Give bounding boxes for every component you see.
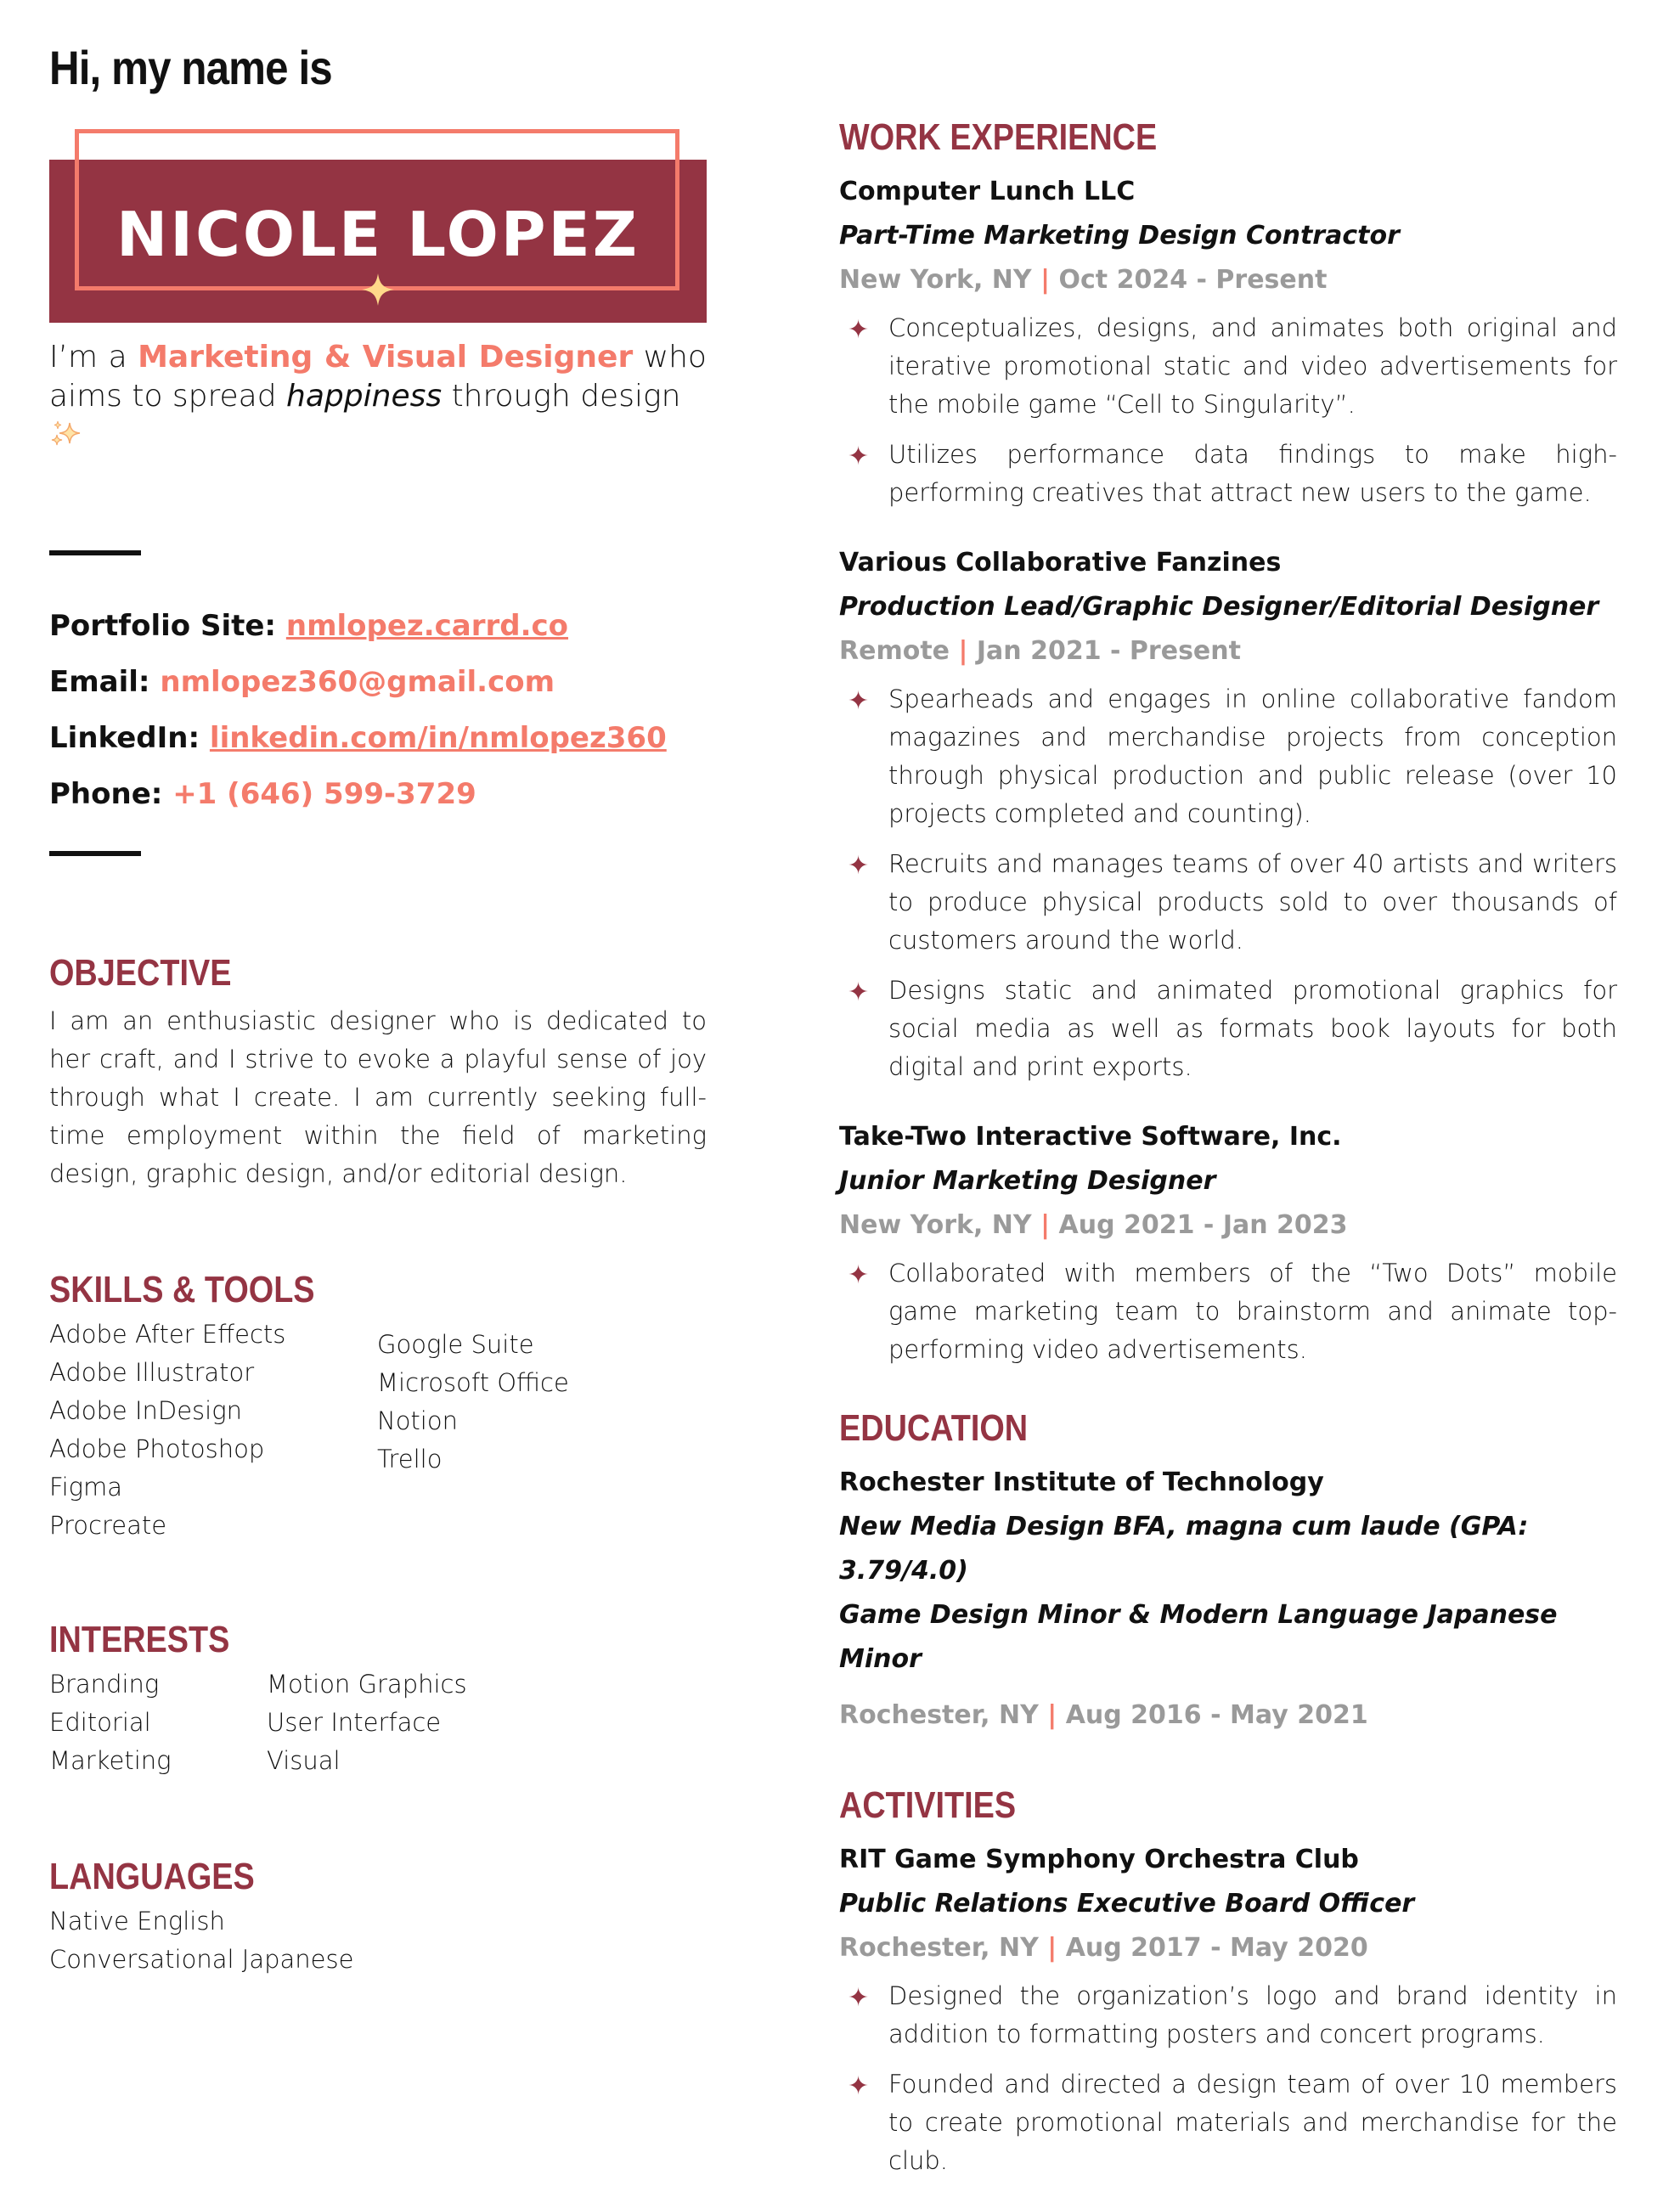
- bullet-item: [839, 2065, 1617, 2180]
- separator: |: [1047, 1933, 1057, 1963]
- interests-heading: INTERESTS: [49, 1619, 230, 1660]
- contact-list: [49, 598, 707, 822]
- education-location: Rochester, NY: [839, 1700, 1039, 1730]
- activity-role: Public Relations Executive Board Officer: [839, 1889, 1415, 1919]
- activity-meta: [839, 1926, 1617, 1970]
- activity-location: Rochester, NY: [839, 1933, 1039, 1963]
- bullet-text: Designed the organization’s logo and brand identity in addition to formatting posters and concert programs.: [888, 1981, 1617, 2048]
- job-role: Junior Marketing Designer: [839, 1166, 1216, 1196]
- language-item: Conversational Japanese: [49, 1945, 354, 1974]
- interest-item: Visual: [267, 1746, 341, 1775]
- tagline-emphasis: happiness: [286, 379, 443, 414]
- interests-columns: [49, 1665, 707, 1780]
- activity-org: RIT Game Symphony Orchestra Club: [839, 1845, 1359, 1874]
- divider-bottom: [49, 851, 141, 856]
- job-dates: Oct 2024 - Present: [1058, 265, 1328, 295]
- bullet-item: [839, 436, 1617, 512]
- education-heading: EDUCATION: [839, 1407, 1029, 1449]
- star-icon: ✦: [848, 315, 870, 345]
- objective-section: [49, 948, 707, 1193]
- activity-dates: Aug 2017 - May 2020: [1065, 1933, 1368, 1963]
- job-bullets: [839, 1254, 1617, 1369]
- divider-top: [49, 550, 141, 555]
- bullet-text: Founded and directed a design team of over 10 members to create promotional materials and merchandise for the club.: [888, 2070, 1617, 2175]
- skill-item: Adobe Illustrator: [49, 1358, 255, 1387]
- tagline-role: Marketing & Visual Designer: [138, 340, 634, 375]
- bullet-text: Utilizes performance data findings to make high-performing creatives that attract new users to the game.: [888, 440, 1617, 507]
- interest-item: Motion Graphics: [267, 1670, 467, 1699]
- tagline-pre: I’m a: [49, 340, 127, 375]
- job-bullets: [839, 309, 1617, 512]
- interest-item: User Interface: [267, 1708, 442, 1737]
- sparkles-icon: [49, 420, 83, 448]
- bullet-item: [839, 845, 1617, 960]
- job-dates: Jan 2021 - Present: [976, 636, 1241, 666]
- email-link[interactable]: nmlopez360@gmail.com: [160, 665, 555, 699]
- job-role: Production Lead/Graphic Designer/Editorial Designer: [839, 592, 1599, 622]
- interest-item: Editorial: [49, 1708, 151, 1737]
- job-company: Computer Lunch LLC: [839, 177, 1136, 206]
- work-heading: WORK EXPERIENCE: [839, 116, 1158, 158]
- skill-item: Microsoft Office: [377, 1368, 569, 1397]
- star-icon: ✦: [848, 1983, 870, 2013]
- minors: Game Design Minor & Modern Language Japanese Minor: [839, 1600, 1558, 1674]
- tagline-line2-post: through design: [451, 379, 681, 414]
- degree: New Media Design BFA, magna cum laude (GPA: 3.79/4.0): [839, 1512, 1529, 1586]
- activity-bullets: [839, 1977, 1617, 2180]
- interests-list-2: [267, 1665, 467, 1780]
- interest-item: Branding: [49, 1670, 160, 1699]
- skill-item: Adobe After Effects: [49, 1320, 286, 1349]
- skills-section: [49, 1265, 707, 1545]
- contact-label: Email:: [49, 665, 150, 699]
- contact-linkedin: [49, 710, 707, 766]
- contact-label: Phone:: [49, 777, 163, 811]
- skill-item: Figma: [49, 1473, 123, 1502]
- bullet-text: Spearheads and engages in online collaborative fandom magazines and merchandise projects from conception through physical production and public release (over 10 projects completed and counting).: [888, 685, 1617, 828]
- bullet-item: [839, 1254, 1617, 1369]
- separator: |: [958, 636, 968, 666]
- portfolio-link[interactable]: nmlopez.carrd.co: [285, 609, 569, 643]
- languages-list: [49, 1902, 707, 1979]
- bullet-text: Conceptualizes, designs, and animates both original and iterative promotional static and video advertisements for the mobile game “Cell to Singularity”.: [888, 313, 1617, 419]
- tagline: [49, 338, 707, 377]
- job-entry: [839, 1115, 1617, 1369]
- linkedin-link[interactable]: linkedin.com/in/nmlopez360: [209, 721, 667, 755]
- phone-link[interactable]: +1 (646) 599-3729: [172, 777, 476, 811]
- job-bullets: [839, 680, 1617, 1086]
- full-name: NICOLE LOPEZ: [116, 199, 640, 270]
- bullet-text: Recruits and manages teams of over 40 artists and writers to produce physical products sold to over thousands of customers around the world.: [888, 849, 1617, 955]
- separator: |: [1040, 1210, 1051, 1240]
- left-column: [49, 34, 707, 1979]
- skill-item: Google Suite: [377, 1330, 534, 1359]
- interests-list-1: [49, 1665, 267, 1780]
- separator: |: [1047, 1700, 1057, 1730]
- skills-columns: [49, 1316, 707, 1545]
- job-location: Remote: [839, 636, 950, 666]
- skill-item: Adobe InDesign: [49, 1396, 243, 1425]
- job-meta: [839, 1203, 1617, 1248]
- activities-heading: ACTIVITIES: [839, 1784, 1017, 1826]
- job-meta: [839, 258, 1617, 302]
- bullet-item: [839, 680, 1617, 833]
- skill-item: Trello: [377, 1445, 443, 1474]
- activities-section: [839, 1780, 1617, 2180]
- contact-portfolio: [49, 598, 707, 654]
- job-dates: Aug 2021 - Jan 2023: [1058, 1210, 1348, 1240]
- tagline-mid: who: [643, 340, 707, 375]
- languages-section: [49, 1851, 707, 1979]
- contact-phone: [49, 766, 707, 822]
- job-company: Take-Two Interactive Software, Inc.: [839, 1122, 1342, 1152]
- school-name: Rochester Institute of Technology: [839, 1468, 1324, 1497]
- contact-label: LinkedIn:: [49, 721, 200, 755]
- skill-item: Adobe Photoshop: [49, 1434, 265, 1463]
- star-icon: ✦: [848, 2071, 870, 2101]
- skills-list-2: [377, 1326, 569, 1545]
- objective-text: I am an enthusiastic designer who is dedicated to her craft, and I strive to evoke a playful sense of joy through what I create. I am currently seeking full-time employment within the field of marketing design, graphic design, and/or editorial design.: [49, 1006, 707, 1188]
- star-icon: ✦: [848, 1260, 870, 1290]
- bullet-item: [839, 309, 1617, 424]
- skill-item: Procreate: [49, 1511, 167, 1540]
- greeting: Hi, my name is: [49, 41, 332, 94]
- bullet-text: Designs static and animated promotional graphics for social media as well as formats book layouts for both digital and print exports.: [888, 976, 1617, 1081]
- bullet-text: Collaborated with members of the “Two Dots” mobile game marketing team to brainstorm and animate top-performing video advertisements.: [888, 1259, 1617, 1364]
- job-meta: [839, 629, 1617, 673]
- bullet-item: [839, 1977, 1617, 2054]
- job-location: New York, NY: [839, 1210, 1032, 1240]
- language-item: Native English: [49, 1907, 225, 1936]
- right-column: [839, 112, 1617, 2192]
- job-entry: [839, 541, 1617, 1086]
- languages-heading: LANGUAGES: [49, 1856, 255, 1897]
- contact-label: Portfolio Site:: [49, 609, 277, 643]
- name-banner: [49, 126, 707, 330]
- education-meta: [839, 1693, 1617, 1738]
- job-role: Part-Time Marketing Design Contractor: [839, 221, 1400, 251]
- star-icon: ✦: [848, 686, 870, 716]
- star-icon: ✦: [848, 851, 870, 881]
- interests-section: [49, 1614, 707, 1780]
- skill-item: Notion: [377, 1406, 458, 1435]
- interest-item: Marketing: [49, 1746, 172, 1775]
- contact-email: [49, 654, 707, 710]
- separator: |: [1040, 265, 1051, 295]
- job-location: New York, NY: [839, 265, 1032, 295]
- tagline-line2-pre: aims to spread: [49, 379, 277, 414]
- skills-list-1: [49, 1316, 377, 1545]
- sparkle-icon: [360, 272, 396, 307]
- job-company: Various Collaborative Fanzines: [839, 548, 1282, 578]
- bullet-item: [839, 972, 1617, 1086]
- star-icon: ✦: [848, 442, 870, 471]
- education-section: [839, 1403, 1617, 1738]
- education-dates: Aug 2016 - May 2021: [1065, 1700, 1368, 1730]
- job-entry: [839, 170, 1617, 512]
- objective-heading: OBJECTIVE: [49, 952, 232, 994]
- tagline-line2: [49, 377, 707, 455]
- star-icon: ✦: [848, 978, 870, 1007]
- skills-heading: SKILLS & TOOLS: [49, 1269, 315, 1310]
